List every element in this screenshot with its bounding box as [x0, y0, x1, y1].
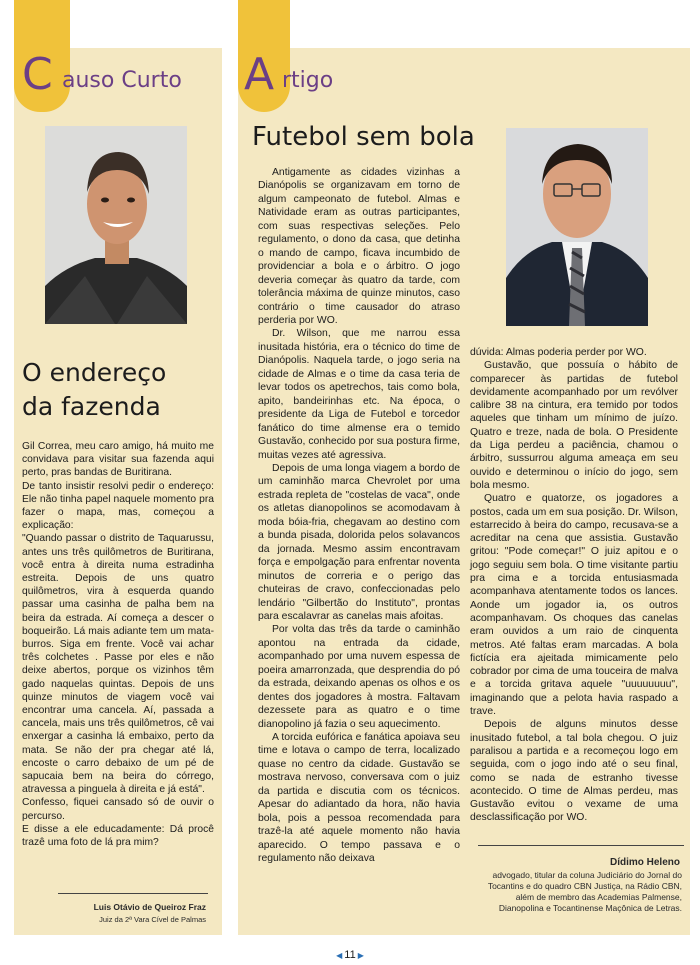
author-photo-right — [506, 128, 648, 326]
title-line-1: O endereço — [22, 358, 167, 387]
article-body-col1 — [258, 166, 460, 866]
paragraph: Por volta das três da tarde o caminhão apontou na entrada da cidade, acompanhado por uma nuvem espessa de poeira amarronzada, que desprendia do pó da estrada, deixando apenas os olhos e os dentes dos jogadores à mostra. Faltavam dezessete para as quatro e o time dianopolino já fazia o seu aquecimento. — [258, 624, 460, 730]
section-header-artigo — [242, 49, 442, 100]
section-initial: C — [22, 49, 53, 100]
title-line-2: da fazenda — [22, 392, 161, 421]
paragraph: Quatro e quatorze, os jogadores a postos, cada um em sua posição. Dr. Wilson, estarrecido à beira do campo, recusava-se a acreditar na cena que assistia. Gustavão gritou: "Pode começar!" O juiz apitou e o jogo seguiu sem bola. O time visitante partiu pra cima e a torcida entusiasmada acompanhava atentamente todos os lances. Aonde um jogador ia, os outros acompanhavam. Os choques das canelas eram ouvidos a um raio de cinquenta metros. Até faltas eram marcadas. A bola fictícia era ajeitada mimicamente pelo cobrador por cima de uma touceira de malva e a torcida gritava aquele "uuuuuuuu", imaginando que a pelota havia raspado a trave. — [470, 493, 678, 718]
paragraph: Antigamente as cidades vizinhas a Dianópolis se organizavam em torno de algum campeonato de futebol. Almas e Natividade eram as outras participantes, com suas respectivas seleções. Pelo regulamento, o dono da casa, que detinha o mando de campo, ficava incumbido de providenciar a bola e o árbitro. O jogo deveria começar às quatro da tarde, com tolerância máxima de quinze minutos, caso contrário o time causador do atraso perderia por WO. — [258, 167, 460, 326]
author-name-right: Dídimo Heleno — [609, 857, 680, 868]
author-divider-left — [58, 893, 208, 894]
next-arrow-icon: ▶ — [357, 951, 364, 960]
paragraph: dúvida: Almas poderia perder por WO. — [470, 347, 647, 358]
paragraph: "Quando passar o distrito de Taquarussu, antes uns três quilômetros de Buritirana, você entra à direita numa estradinha estreita. Depois de uns quatro quilômetros, vira à esquerda quando passar uma casinha de palha bem na beira da estrada. Aí começa a descer o boqueirão. Lá mais adiante tem um mata-burros. Siga em frente. Você vai achar três colchetes . Passe por eles e não deixe abertos, porque os vizinhos têm gado naquelas quintas. Depois de uns quinze minutos de viagem você vai encontrar uma cancela. Aí, passada a cancela, mais uns três quilômetros, cê vai enxergar a casinha lá embaixo, perto da mata. Se não der pra chegar até lá, encoste o carro debaixo de um pé de sapucaia bem na beira do córrego, atravessa a pinguela à direita e já está". — [22, 533, 214, 796]
paragraph: Gustavão, que possuía o hábito de comparecer às partidas de futebol devidamente acompanhado por um revólver calibre 38 na cintura, era temido por todos aqueles que tinham um mínimo de juízo. Quatro e treze, nada de bola. O Presidente da Liga perdeu a paciência, chamou o árbitro, sussurrou alguma ameaça em seu ouvido e determinou o início do jogo, sem bola mesmo. — [470, 360, 678, 491]
article-title-right: Futebol sem bola — [252, 122, 475, 152]
paragraph: Gil Correa, meu caro amigo, há muito me convidava para visitar sua fazenda aqui perto, pras bandas de Buritirana. — [22, 441, 214, 479]
paragraph: E disse a ele educadamente: Dá procê trazê uma foto de lá pra mim? — [22, 823, 214, 849]
section-title-rest: auso Curto — [62, 68, 182, 93]
paragraph: Depois de alguns minutos desse inusitado futebol, a tal bola chegou. O juiz paralisou a partida e a recomeçou logo em seguida, com o jogo indo até o seu final, como se nada de estranho tivesse acontecido. O time de Almas perdeu, mas Gustavão evitou o vexame de uma desclassificação por WO. — [470, 719, 678, 824]
paragraph: A torcida eufórica e fanática apoiava seu time e lotava o campo de terra, localizado quase no centro da cidade. Gustavão se mostrava nervoso, conversava com o juiz da partida e discutia com os técnicos. Apesar do adiantado da hora, não havia bola, pois a pessoa recomendada para trazê-la até aquele momento não havia aparecido. O tempo passava e o regulamento não deixava — [258, 732, 460, 865]
article-body-col2 — [470, 346, 678, 825]
author-name-left: Luis Otávio de Queiroz Fraz — [93, 902, 206, 912]
paragraph: De tanto insistir resolvi pedir o endereço: Ele não tinha papel naquele momento pra fazer o mapa, mas, começou a explicação: — [22, 480, 214, 532]
page-number-area — [325, 948, 375, 962]
author-photo-left — [45, 126, 187, 324]
page-number: 11 — [344, 949, 356, 961]
author-bio-right: advogado, titular da coluna Judiciário do Jornal do Tocantins e do quadro CBN Justiça, na Rádio CBN, além de membro das Academias Palmense, Dianopolina e Tocantinense Maçônica de Letras. — [487, 870, 682, 913]
paragraph: Dr. Wilson, que me narrou essa inusitada história, era o técnico do time de Dianópolis. Naquela tarde, o jogo seria na cidade de Almas e o time da casa teria de levar todos os apetrechos, tais como bola, apito, bandeirinhas etc. Na época, o presidente da Liga de Futebol e torcedor fanático do time almense era o temido Gustavão, conhecido por sua postura firme, muitas vezes até agressiva. — [258, 328, 460, 461]
section-header-causo-curto — [18, 49, 218, 100]
section-title-rest: rtigo — [282, 68, 334, 93]
paragraph: Confesso, fiquei cansado só de ouvir o percurso. — [22, 797, 214, 822]
article-body-left — [22, 440, 214, 849]
section-initial: A — [244, 49, 275, 100]
paragraph: Depois de uma longa viagem a bordo de um caminhão marca Chevrolet por uma estrada repleta de "costelas de vaca", onde os atletas dianopolinos se acomodavam à moda bóia-fria, chegavam ao destino com a bunda pisada, dolorida pelos solavancos da jornada. Mesmo assim encontravam força e empolgação para enfrentar noventa minutos de correria e o perigo das chuteiras de cravo, confeccionadas pelo lendário "Gilbertão do Instituto", prontas para escalavrar as canelas mais afoitas. — [258, 462, 460, 622]
author-divider-right — [478, 845, 684, 846]
author-role-left: Juiz da 2ª Vara Cível de Palmas — [99, 915, 206, 924]
prev-arrow-icon: ◀ — [336, 951, 343, 960]
article-title-left — [22, 356, 166, 424]
